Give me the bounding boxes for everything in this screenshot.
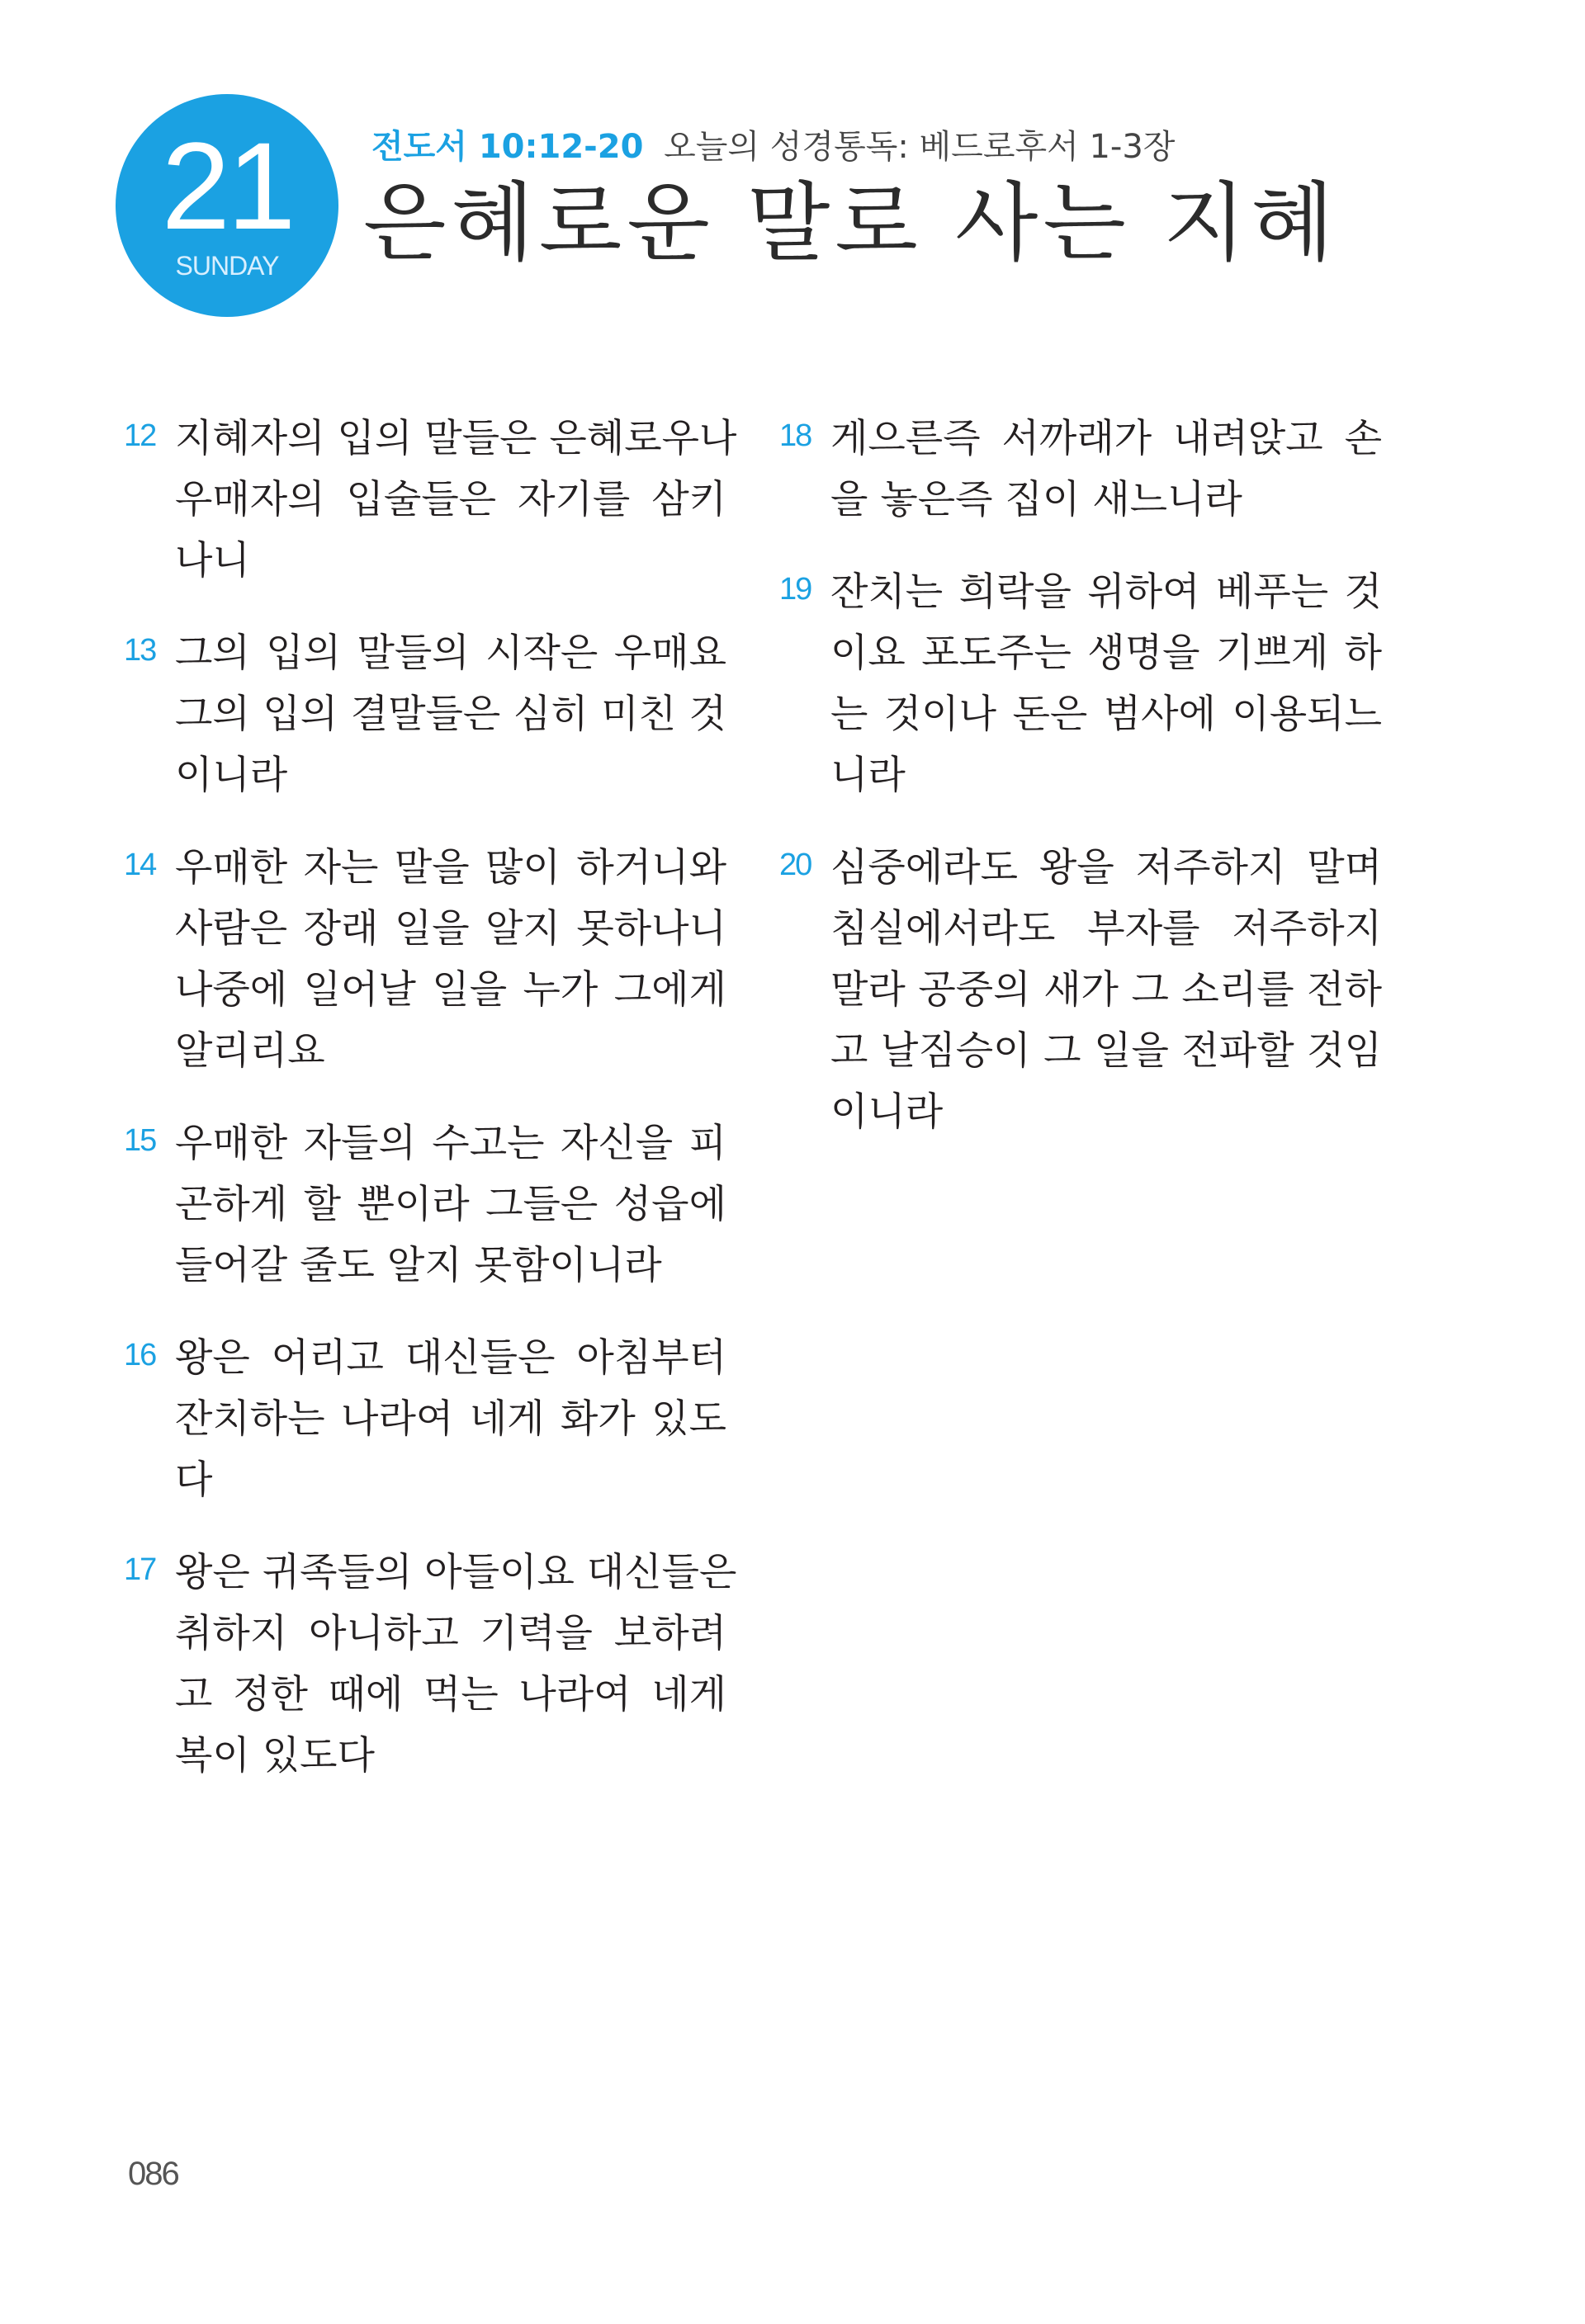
verse-line: 잔치는 희락을 위하여 베푸는 것 <box>830 569 1382 615</box>
verse-number: 12 <box>124 418 156 453</box>
header-subtitle <box>371 120 1175 168</box>
verse-number: 15 <box>124 1123 156 1158</box>
verse-line: 나니 <box>175 538 250 583</box>
verse <box>124 409 737 592</box>
left-verse-column <box>124 409 737 1818</box>
verse <box>124 838 726 1082</box>
page-title: 은혜로운 말로 사는 지혜 <box>363 172 1339 273</box>
verse-line: 우매한 자들의 수고는 자신을 피 <box>175 1121 726 1166</box>
verse-line: 취하지 아니하고 기력을 보하려 <box>175 1611 726 1656</box>
verse-line: 우매한 자는 말을 많이 하거니와 <box>175 845 726 890</box>
verse-line: 왕은 어리고 대신들은 아침부터 <box>175 1335 726 1381</box>
verse <box>779 562 1382 806</box>
right-verse-column <box>779 409 1382 1174</box>
page-number: 086 <box>128 2156 178 2192</box>
verse-number: 19 <box>779 572 811 607</box>
verse-line: 는 것이나 돈은 범사에 이용되느 <box>830 692 1382 737</box>
verse-line: 고 날짐승이 그 일을 전파할 것임 <box>830 1028 1382 1074</box>
verse-line: 그의 입의 말들의 시작은 우매요 <box>175 631 726 676</box>
verse-line: 들어갈 줄도 알지 못함이니라 <box>175 1243 662 1288</box>
verse-line: 사람은 장래 일을 알지 못하나니 <box>175 906 726 952</box>
reading-plan: 오늘의 성경통독: 베드로후서 1-3장 <box>664 128 1176 166</box>
verse-line: 나중에 일어날 일을 누가 그에게 <box>175 967 726 1013</box>
day-number: 21 <box>161 116 293 255</box>
verse-line: 이니라 <box>175 753 288 798</box>
verse-line: 다 <box>175 1457 213 1503</box>
verse-number: 18 <box>779 418 811 453</box>
verse <box>779 838 1382 1143</box>
verse-line: 우매자의 입술들은 자기를 삼키 <box>175 477 726 522</box>
verse-line: 알리리요 <box>175 1028 325 1074</box>
verse-line: 니라 <box>830 753 906 798</box>
verse-line: 이요 포도주는 생명을 기쁘게 하 <box>830 631 1382 676</box>
verse <box>124 1542 737 1787</box>
scripture-reference: 전도서 10:12-20 <box>371 128 644 166</box>
verse-line: 이니라 <box>830 1089 944 1135</box>
verse-number: 17 <box>124 1552 156 1587</box>
verse-line: 곤하게 할 뿐이라 그들은 성읍에 <box>175 1182 726 1227</box>
verse-line: 심중에라도 왕을 저주하지 말며 <box>830 845 1382 890</box>
verse-line: 말라 공중의 새가 그 소리를 전하 <box>830 967 1382 1013</box>
verse <box>124 623 726 806</box>
verse-line: 지혜자의 입의 말들은 은혜로우나 <box>175 416 737 461</box>
verse <box>779 409 1382 531</box>
verse-line: 왕은 귀족들의 아들이요 대신들은 <box>175 1550 737 1595</box>
verse-line: 고 정한 때에 먹는 나라여 네게 <box>175 1672 726 1717</box>
verse-line: 복이 있도다 <box>175 1733 375 1778</box>
verse-line: 잔치하는 나라여 네게 화가 있도 <box>175 1396 726 1442</box>
verse <box>124 1113 726 1297</box>
verse-number: 14 <box>124 848 156 882</box>
verse-line: 침실에서라도 부자를 저주하지 <box>830 906 1382 952</box>
verse-line: 을 놓은즉 집이 새느니라 <box>830 477 1242 522</box>
verse-line: 게으른즉 서까래가 내려앉고 손 <box>830 416 1382 461</box>
day-badge <box>116 94 338 317</box>
verse-number: 16 <box>124 1338 156 1372</box>
verse-number: 20 <box>779 848 811 882</box>
weekday-label: SUNDAY <box>175 251 279 281</box>
verse <box>124 1328 726 1511</box>
verse-line: 그의 입의 결말들은 심히 미친 것 <box>175 692 726 737</box>
verse-number: 13 <box>124 633 156 668</box>
